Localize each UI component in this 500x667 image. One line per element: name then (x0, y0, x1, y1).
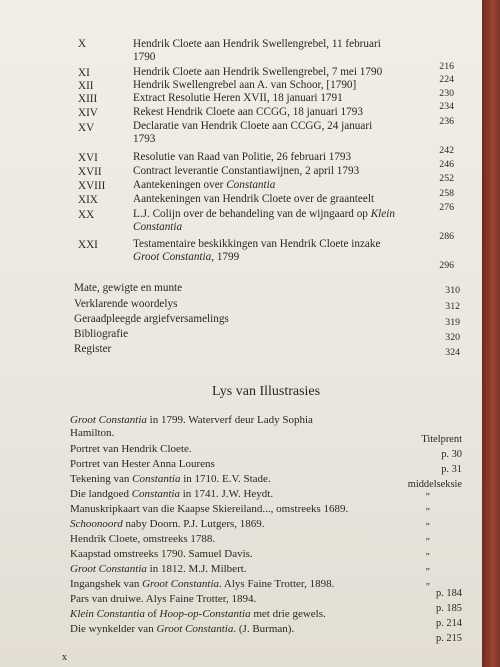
section-label: Geraadpleegde argiefversamelings (74, 313, 229, 325)
entry-page: 234 (439, 101, 454, 112)
entry-number: XVIII (78, 180, 106, 192)
illustrations-heading: Lys van Illustrasies (212, 384, 321, 399)
entry-page: 252 (439, 173, 454, 184)
entry-number: XVI (78, 152, 98, 164)
entry-number: XV (78, 122, 95, 134)
entry-number: XX (78, 209, 95, 221)
illustration-ref: p. 215 (436, 633, 462, 644)
illustration-item: Die landgoed Constantia in 1741. J.W. Heydt. (70, 488, 274, 500)
entry-number: XVII (78, 166, 102, 178)
illustration-ref: p. 214 (436, 618, 462, 629)
entry-title: Hendrik Cloete aan Hendrik Swellengrebel, 11 februari (133, 38, 381, 50)
illustration-item: Portret van Hendrik Cloete. (70, 443, 192, 455)
illustration-ref: p. 184 (436, 588, 462, 599)
entry-number: X (78, 38, 87, 50)
illustration-item: Tekening van Constantia in 1710. E.V. Stade. (70, 473, 271, 485)
illustration-ref: " (425, 507, 430, 518)
illustration-item: Hendrik Cloete, omstreeks 1788. (70, 533, 216, 545)
entry-title: Hendrik Cloete aan Hendrik Swellengrebel, 7 mei 1790 (133, 66, 383, 78)
section-label: Register (74, 343, 112, 355)
illustration-ref: middelseksie (407, 479, 462, 490)
entry-title-cont: Constantia (133, 221, 183, 233)
illustration-item: Hamilton. (70, 427, 115, 439)
illustration-ref: " (425, 582, 430, 593)
entry-title: Testamentaire beskikkingen van Hendrik Cloete inzake (133, 238, 381, 250)
entry-page: 230 (439, 88, 454, 99)
section-page: 312 (445, 301, 460, 312)
entry-page: 224 (439, 74, 454, 85)
entry-title: Rekest Hendrik Cloete aan CCGG, 18 januari 1793 (133, 106, 363, 118)
illustration-item: Groot Constantia in 1799. Waterverf deur Lady Sophia (70, 414, 313, 426)
section-page: 320 (445, 332, 460, 343)
entry-number: XIV (78, 107, 98, 119)
entry-title: Contract leverantie Constantiawijnen, 2 april 1793 (133, 165, 360, 177)
illustration-ref: p. 185 (436, 603, 462, 614)
entry-page: 216 (439, 61, 454, 72)
entry-title: Declaratie van Hendrik Cloete aan CCGG, 24 januari (133, 120, 373, 132)
entry-page: 242 (439, 145, 454, 156)
section-page: 324 (445, 347, 460, 358)
illustration-ref: " (425, 552, 430, 563)
illustration-item: Groot Constantia in 1812. M.J. Milbert. (70, 563, 247, 575)
entry-title-cont: 1793 (133, 133, 156, 145)
illustration-ref: p. 31 (441, 464, 462, 475)
entry-page: 276 (439, 202, 454, 213)
illustration-ref: Titelprent (421, 434, 462, 445)
section-label: Bibliografie (74, 328, 129, 340)
entry-number: XIX (78, 194, 98, 206)
entry-title: Aantekeningen over Constantia (133, 179, 276, 191)
illustration-ref: " (425, 492, 430, 503)
entry-title-cont: Groot Constantia, 1799 (133, 251, 240, 263)
entry-number: XIII (78, 93, 98, 105)
section-page: 310 (445, 285, 460, 296)
illustration-item: Klein Constantia of Hoop-op-Constantia met drie gewels. (70, 608, 326, 620)
entry-title: Aantekeningen van Hendrik Cloete over de graanteelt (133, 193, 375, 205)
book-cover-edge (482, 0, 500, 667)
illustration-ref: " (425, 567, 430, 578)
entry-page: 246 (439, 159, 454, 170)
entry-page: 296 (439, 260, 454, 271)
illustration-item: Manuskripkaart van die Kaapse Skiereiland..., omstreeks 1689. (70, 503, 349, 515)
page-number: x (62, 652, 67, 663)
entry-title-cont: 1790 (133, 51, 156, 63)
entry-title: Resolutie van Raad van Politie, 26 februari 1793 (133, 151, 352, 163)
entry-title: L.J. Colijn over de behandeling van de wijngaard op Klein (133, 208, 395, 220)
entry-page: 236 (439, 116, 454, 127)
section-label: Verklarende woordelys (74, 298, 178, 310)
illustration-item: Kaapstad omstreeks 1790. Samuel Davis. (70, 548, 253, 560)
entry-page: 258 (439, 188, 454, 199)
entry-title: Hendrik Swellengrebel aan A. van Schoor, [1790] (133, 79, 357, 91)
illustration-item: Pars van druiwe. Alys Faine Trotter, 1894. (70, 593, 257, 605)
entry-page: 286 (439, 231, 454, 242)
illustration-ref: p. 30 (441, 449, 462, 460)
illustration-ref: " (425, 522, 430, 533)
section-label: Mate, gewigte en munte (74, 282, 183, 294)
entry-title: Extract Resolutie Heren XVII, 18 januari 1791 (133, 92, 343, 104)
illustration-item: Schoonoord naby Doorn. P.J. Lutgers, 1869. (70, 518, 265, 530)
illustration-item: Die wynkelder van Groot Constantia. (J. Burman). (70, 623, 295, 635)
entry-number: XI (78, 67, 90, 79)
section-page: 319 (445, 317, 460, 328)
illustration-ref: " (425, 537, 430, 548)
illustration-item: Ingangshek van Groot Constantia. Alys Faine Trotter, 1898. (70, 578, 335, 590)
entry-number: XII (78, 80, 94, 92)
illustration-item: Portret van Hester Anna Lourens (70, 458, 215, 470)
entry-number: XXI (78, 239, 98, 251)
